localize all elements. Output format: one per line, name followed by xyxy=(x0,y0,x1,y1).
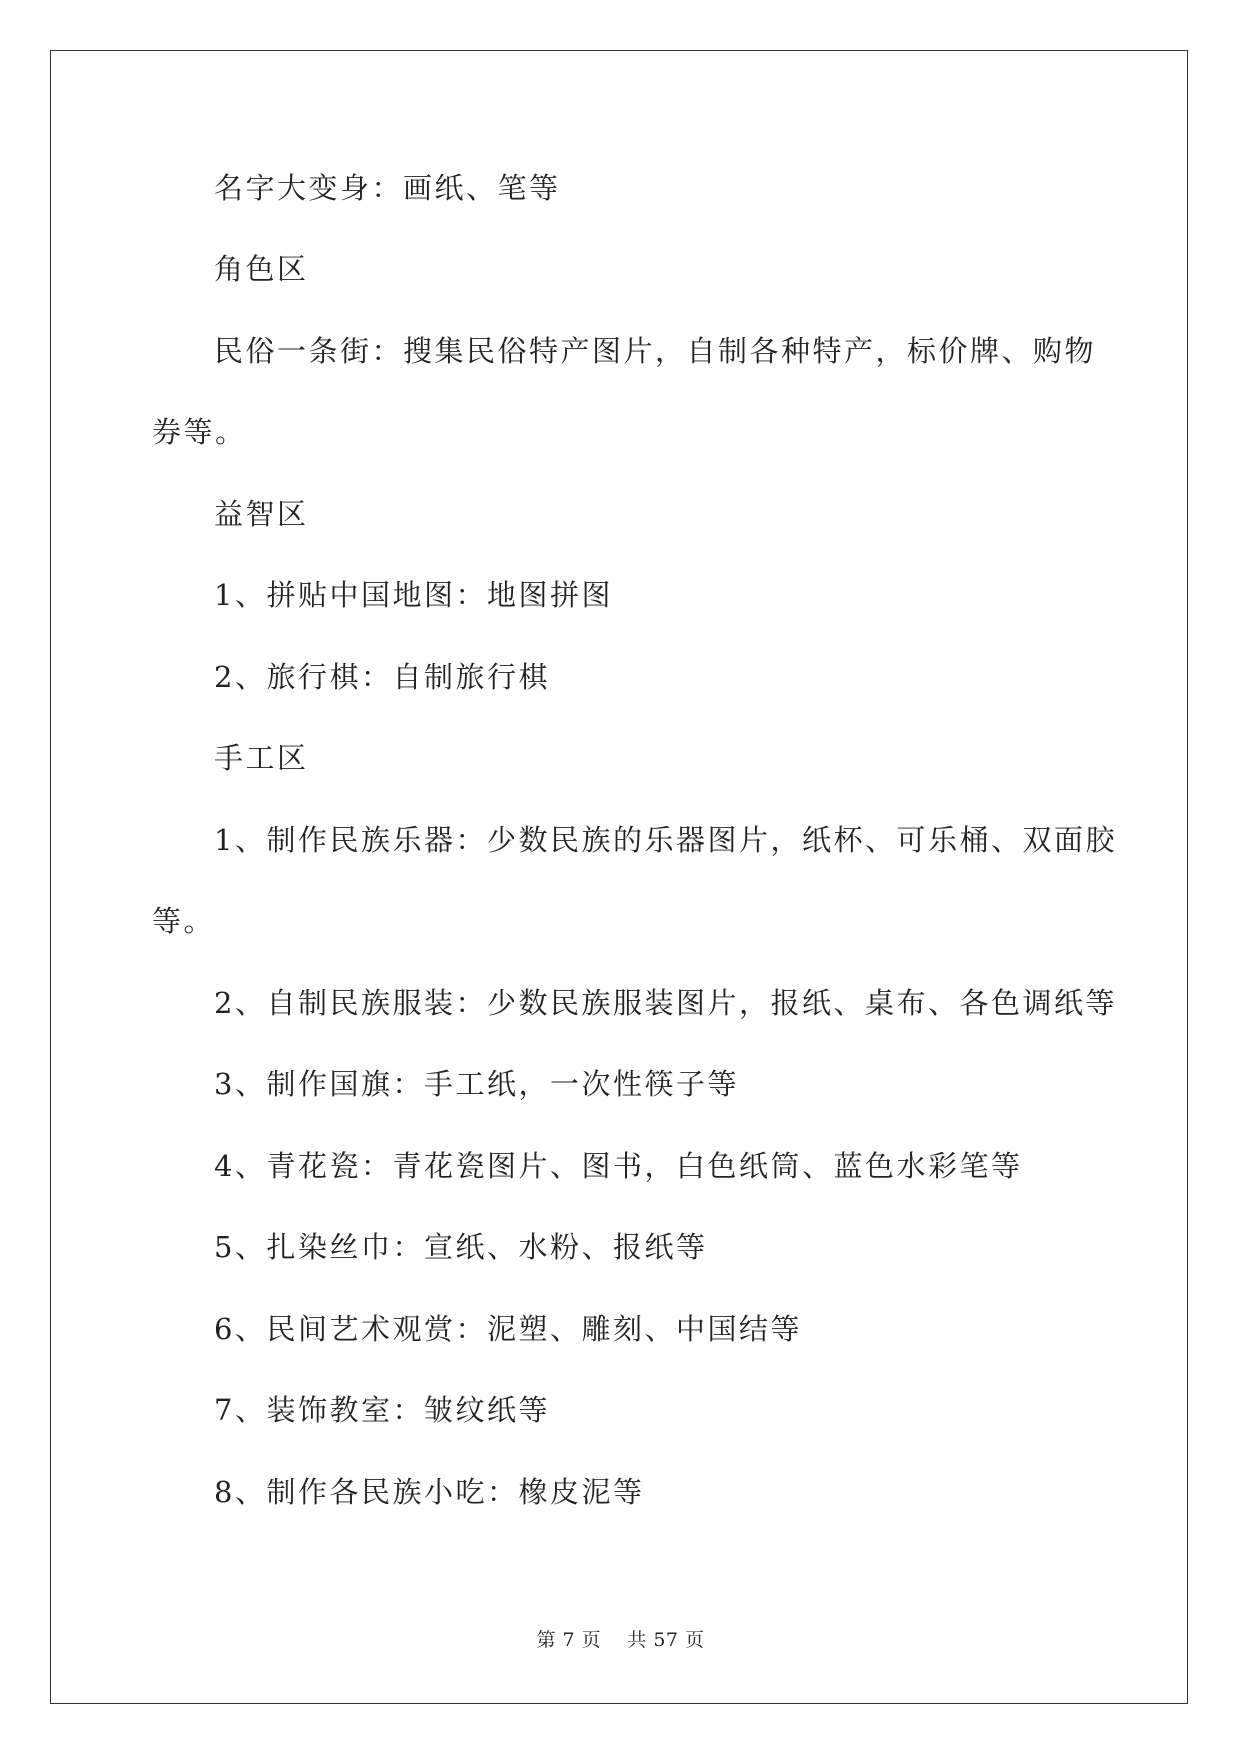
page-border xyxy=(50,50,1188,1704)
list-item: 6、民间艺术观赏：泥塑、雕刻、中国结等 xyxy=(214,1312,802,1346)
list-item: 4、青花瓷：青花瓷图片、图书，白色纸筒、蓝色水彩笔等 xyxy=(214,1149,1023,1183)
list-item: 3、制作国旗：手工纸，一次性筷子等 xyxy=(214,1067,739,1101)
list-item: 8、制作各民族小吃：橡皮泥等 xyxy=(214,1475,645,1509)
list-item: 2、旅行棋：自制旅行棋 xyxy=(214,660,550,694)
list-item: 7、装饰教室：皱纹纸等 xyxy=(214,1393,550,1427)
text-line: 民俗一条街：搜集民俗特产图片，自制各种特产，标价牌、购物 xyxy=(214,334,1097,368)
text-line-continuation: 等。 xyxy=(152,904,216,938)
list-item: 1、拼贴中国地图：地图拼图 xyxy=(214,578,613,612)
text-line: 名字大变身：画纸、笔等 xyxy=(214,171,561,205)
section-heading-craft-area: 手工区 xyxy=(214,741,309,775)
section-heading-role-area: 角色区 xyxy=(214,252,309,286)
text-line-continuation: 券等。 xyxy=(152,415,247,449)
page-number-footer: 第 7 页 共 57 页 xyxy=(536,1629,705,1651)
list-item: 1、制作民族乐器：少数民族的乐器图片，纸杯、可乐桶、双面胶 xyxy=(214,823,1117,857)
section-heading-puzzle-area: 益智区 xyxy=(214,497,309,531)
list-item: 5、扎染丝巾：宣纸、水粉、报纸等 xyxy=(214,1230,708,1264)
list-item: 2、自制民族服装：少数民族服装图片，报纸、桌布、各色调纸等 xyxy=(214,986,1117,1020)
